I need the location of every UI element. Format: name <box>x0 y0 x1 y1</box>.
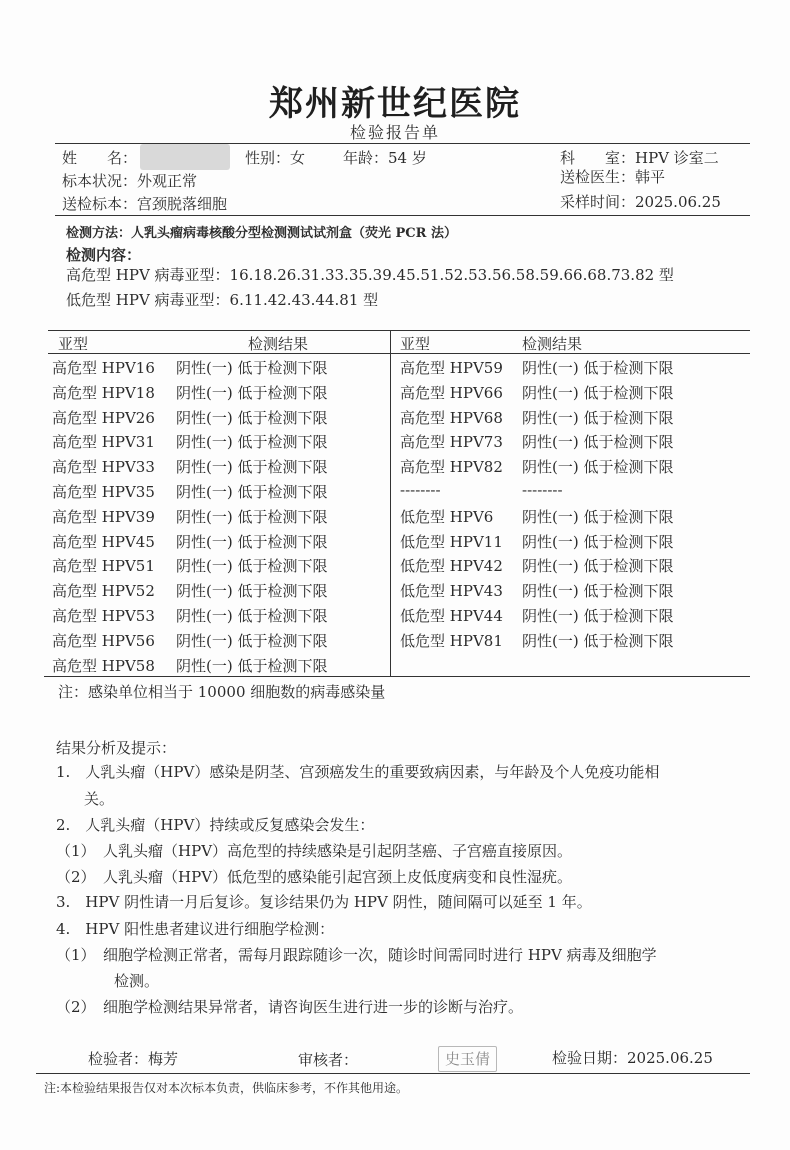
hpv-subtype: 高危型 HPV68 <box>400 408 503 427</box>
test-result: 阴性(一) 低于检测下限 <box>522 607 674 625</box>
info-divider <box>55 215 750 216</box>
redacted-name <box>140 144 230 170</box>
test-result: 阴性(一) 低于检测下限 <box>522 433 674 452</box>
test-result: 阴性(一) 低于检测下限 <box>176 507 328 526</box>
hpv-subtype: -------- <box>400 481 441 499</box>
analysis-point-1: 1. 人乳头瘤（HPV）感染是阴茎、宫颈癌发生的重要致病因素，与年龄及个人免疫功能相 <box>56 763 660 781</box>
hpv-subtype: 高危型 HPV26 <box>52 408 155 427</box>
test-result: 阴性(一) 低于检测下限 <box>522 408 674 427</box>
hpv-subtype: 高危型 HPV31 <box>52 433 155 452</box>
specimen-type: 送检标本：宫颈脱落细胞 <box>62 195 228 213</box>
hpv-subtype: 高危型 HPV66 <box>400 383 503 402</box>
test-result: 阴性(一) 低于检测下限 <box>522 458 674 477</box>
test-date: 检验日期：2025.06.25 <box>552 1049 713 1067</box>
test-content-label: 检测内容： <box>66 246 142 264</box>
test-result: 阴性(一) 低于检测下限 <box>176 532 328 551</box>
test-result: 阴性(一) 低于检测下限 <box>522 359 674 377</box>
hpv-subtype: 高危型 HPV58 <box>52 656 155 675</box>
test-result: 阴性(一) 低于检测下限 <box>522 631 674 650</box>
test-result: 阴性(一) 低于检测下限 <box>176 408 328 427</box>
hpv-subtype: 高危型 HPV53 <box>52 607 155 625</box>
hpv-subtype: 低危型 HPV11 <box>400 532 503 551</box>
test-result: 阴性(一) 低于检测下限 <box>176 607 328 625</box>
analysis-point-4-1-cont: 检测。 <box>114 972 160 990</box>
hpv-subtype: 低危型 HPV6 <box>400 507 494 526</box>
hpv-subtype: 低危型 HPV81 <box>400 631 503 650</box>
table-column-divider <box>390 330 391 676</box>
hpv-subtype: 低危型 HPV42 <box>400 557 503 576</box>
test-result: 阴性(一) 低于检测下限 <box>176 557 328 576</box>
analysis-point-3: 3. HPV 阴性请一月后复诊。复诊结果仍为 HPV 阴性，随间隔可以延至 1 年。 <box>56 893 592 911</box>
test-result: 阴性(一) 低于检测下限 <box>176 631 328 650</box>
hpv-subtype: 高危型 HPV18 <box>52 383 155 402</box>
hpv-subtype: 高危型 HPV16 <box>52 359 155 377</box>
test-result: 阴性(一) 低于检测下限 <box>522 557 674 576</box>
test-result: 阴性(一) 低于检测下限 <box>176 359 328 377</box>
disclaimer: 注:本检验结果报告仅对本次标本负责，供临床参考，不作其他用途。 <box>44 1081 409 1095</box>
hpv-subtype: 高危型 HPV56 <box>52 631 155 650</box>
table-note: 注：感染单位相当于 10000 细胞数的病毒感染量 <box>58 683 386 701</box>
hpv-subtype: 高危型 HPV52 <box>52 582 155 601</box>
table-header-rule <box>48 353 750 354</box>
test-result: 阴性(一) 低于检测下限 <box>522 507 674 526</box>
analysis-point-4: 4. HPV 阳性患者建议进行细胞学检测： <box>56 920 335 938</box>
hpv-subtype: 高危型 HPV39 <box>52 507 155 526</box>
patient-age: 年龄：54 岁 <box>343 149 427 167</box>
sample-time: 采样时间：2025.06.25 <box>560 193 721 211</box>
referring-doctor: 送检医生：韩平 <box>560 168 666 186</box>
analysis-point-4-1: （1） 细胞学检测正常者，需每月跟踪随诊一次，随诊时间需同时进行 HPV 病毒及细胞学 <box>56 946 657 964</box>
high-risk-subtypes: 高危型 HPV 病毒亚型：16.18.26.31.33.35.39.45.51.52.53.56.58.59.66.68.73.82 型 <box>66 266 674 284</box>
analysis-point-2: 2. 人乳头瘤（HPV）持续或反复感染会发生： <box>56 816 375 834</box>
left-col-subtype-header: 亚型 <box>58 335 89 353</box>
test-result: 阴性(一) 低于检测下限 <box>176 483 328 501</box>
test-result: 阴性(一) 低于检测下限 <box>522 383 674 402</box>
tester: 检验者：梅芳 <box>88 1050 179 1068</box>
hpv-subtype: 高危型 HPV33 <box>52 458 155 477</box>
patient-gender: 性别：女 <box>245 149 306 167</box>
hpv-subtype: 高危型 HPV82 <box>400 458 503 477</box>
specimen-status: 标本状况：外观正常 <box>62 172 198 190</box>
test-result: 阴性(一) 低于检测下限 <box>176 582 328 601</box>
test-result: 阴性(一) 低于检测下限 <box>522 532 674 551</box>
right-col-subtype-header: 亚型 <box>400 335 431 353</box>
test-result: 阴性(一) 低于检测下限 <box>176 433 328 452</box>
hpv-subtype: 高危型 HPV51 <box>52 557 155 576</box>
patient-name-label: 姓 名： <box>62 149 138 167</box>
analysis-point-2-1: （1） 人乳头瘤（HPV）高危型的持续感染是引起阴茎癌、子宫癌直接原因。 <box>56 842 573 860</box>
hospital-name: 郑州新世纪医院 <box>269 84 521 124</box>
report-title: 检验报告单 <box>349 123 440 142</box>
hpv-subtype: 低危型 HPV44 <box>400 607 503 625</box>
analysis-point-4-2: （2） 细胞学检测结果异常者，请咨询医生进行进一步的诊断与治疗。 <box>56 998 524 1016</box>
footer-divider <box>36 1073 750 1074</box>
hpv-subtype: 高危型 HPV35 <box>52 483 155 501</box>
table-bottom-rule <box>44 676 750 677</box>
test-method: 检测方法：人乳头瘤病毒核酸分型检测测试试剂盒（荧光 PCR 法） <box>66 226 457 241</box>
test-result: -------- <box>522 481 563 499</box>
department: 科 室：HPV 诊室二 <box>560 149 719 167</box>
hpv-subtype: 高危型 HPV73 <box>400 433 503 452</box>
hpv-subtype: 高危型 HPV59 <box>400 359 503 377</box>
test-result: 阴性(一) 低于检测下限 <box>176 656 328 675</box>
table-top-rule <box>48 330 750 331</box>
hpv-subtype: 高危型 HPV45 <box>52 532 155 551</box>
analysis-point-1-cont: 关。 <box>84 790 115 808</box>
analysis-point-2-2: （2） 人乳头瘤（HPV）低危型的感染能引起宫颈上皮低度病变和良性湿疣。 <box>56 868 573 886</box>
analysis-heading: 结果分析及提示： <box>56 739 177 757</box>
reviewer-label: 审核者： <box>298 1051 359 1069</box>
reviewer-signature-stamp: 史玉倩 <box>438 1046 497 1072</box>
hpv-subtype: 低危型 HPV43 <box>400 582 503 601</box>
test-result: 阴性(一) 低于检测下限 <box>176 383 328 402</box>
left-col-result-header: 检测结果 <box>248 335 309 353</box>
right-col-result-header: 检测结果 <box>522 335 583 353</box>
low-risk-subtypes: 低危型 HPV 病毒亚型：6.11.42.43.44.81 型 <box>66 291 379 309</box>
test-result: 阴性(一) 低于检测下限 <box>522 582 674 601</box>
test-result: 阴性(一) 低于检测下限 <box>176 458 328 477</box>
